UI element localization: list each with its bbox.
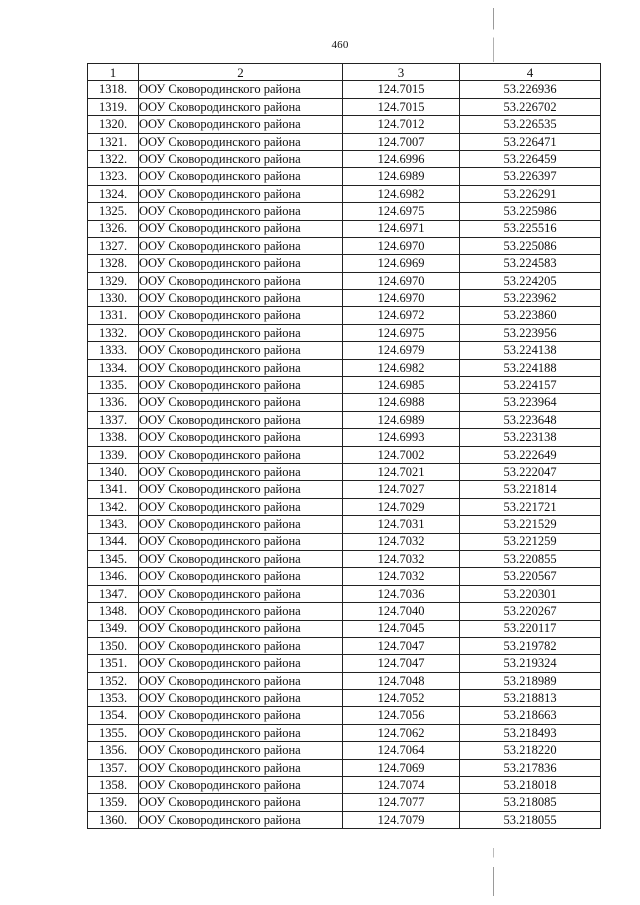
row-number: 1341.	[88, 481, 139, 498]
table-row	[88, 359, 601, 376]
longitude-value: 124.7077	[343, 794, 460, 811]
longitude-value: 124.6996	[343, 150, 460, 167]
row-number: 1355.	[88, 724, 139, 741]
table-row	[88, 794, 601, 811]
longitude-value: 124.6971	[343, 220, 460, 237]
latitude-value: 53.222649	[460, 446, 601, 463]
table-row	[88, 742, 601, 759]
latitude-value: 53.224157	[460, 377, 601, 394]
organization-name: ООУ Сковородинского района	[139, 255, 343, 272]
row-number: 1319.	[88, 98, 139, 115]
row-number: 1359.	[88, 794, 139, 811]
longitude-value: 124.7031	[343, 516, 460, 533]
latitude-value: 53.223956	[460, 324, 601, 341]
organization-name: ООУ Сковородинского района	[139, 359, 343, 376]
row-number: 1348.	[88, 603, 139, 620]
row-number: 1332.	[88, 324, 139, 341]
table-row	[88, 255, 601, 272]
organization-name: ООУ Сковородинского района	[139, 724, 343, 741]
table-row	[88, 550, 601, 567]
table-row	[88, 272, 601, 289]
organization-name: ООУ Сковородинского района	[139, 150, 343, 167]
organization-name: ООУ Сковородинского района	[139, 672, 343, 689]
organization-name: ООУ Сковородинского района	[139, 429, 343, 446]
latitude-value: 53.223962	[460, 290, 601, 307]
table-body	[88, 81, 601, 829]
organization-name: ООУ Сковородинского района	[139, 811, 343, 828]
latitude-value: 53.223860	[460, 307, 601, 324]
latitude-value: 53.226936	[460, 81, 601, 98]
latitude-value: 53.226397	[460, 168, 601, 185]
row-number: 1340.	[88, 463, 139, 480]
organization-name: ООУ Сковородинского района	[139, 707, 343, 724]
table-row	[88, 324, 601, 341]
longitude-value: 124.7021	[343, 463, 460, 480]
row-number: 1320.	[88, 116, 139, 133]
table-row	[88, 620, 601, 637]
table-row	[88, 637, 601, 654]
row-number: 1350.	[88, 637, 139, 654]
organization-name: ООУ Сковородинского района	[139, 168, 343, 185]
table-row	[88, 446, 601, 463]
latitude-value: 53.220117	[460, 620, 601, 637]
latitude-value: 53.222047	[460, 463, 601, 480]
organization-name: ООУ Сковородинского района	[139, 481, 343, 498]
row-number: 1352.	[88, 672, 139, 689]
latitude-value: 53.218663	[460, 707, 601, 724]
table-row	[88, 533, 601, 550]
table-row	[88, 307, 601, 324]
table-row	[88, 516, 601, 533]
table-row	[88, 133, 601, 150]
longitude-value: 124.7069	[343, 759, 460, 776]
table-row	[88, 98, 601, 115]
row-number: 1337.	[88, 411, 139, 428]
table-row	[88, 811, 601, 828]
table-row	[88, 777, 601, 794]
organization-name: ООУ Сковородинского района	[139, 342, 343, 359]
longitude-value: 124.7015	[343, 81, 460, 98]
table-row	[88, 568, 601, 585]
row-number: 1351.	[88, 655, 139, 672]
latitude-value: 53.219324	[460, 655, 601, 672]
table-row	[88, 168, 601, 185]
row-number: 1323.	[88, 168, 139, 185]
table-row	[88, 707, 601, 724]
organization-name: ООУ Сковородинского района	[139, 133, 343, 150]
longitude-value: 124.7007	[343, 133, 460, 150]
organization-name: ООУ Сковородинского района	[139, 498, 343, 515]
latitude-value: 53.221814	[460, 481, 601, 498]
organization-name: ООУ Сковородинского района	[139, 272, 343, 289]
table-row	[88, 150, 601, 167]
row-number: 1347.	[88, 585, 139, 602]
organization-name: ООУ Сковородинского района	[139, 759, 343, 776]
latitude-value: 53.221529	[460, 516, 601, 533]
longitude-value: 124.6993	[343, 429, 460, 446]
scan-artifact-top	[493, 8, 494, 62]
longitude-value: 124.7056	[343, 707, 460, 724]
table-row	[88, 203, 601, 220]
organization-name: ООУ Сковородинского района	[139, 742, 343, 759]
organization-name: ООУ Сковородинского района	[139, 690, 343, 707]
latitude-value: 53.220567	[460, 568, 601, 585]
table-row	[88, 237, 601, 254]
longitude-value: 124.7079	[343, 811, 460, 828]
table-row	[88, 690, 601, 707]
organization-name: ООУ Сковородинского района	[139, 655, 343, 672]
row-number: 1330.	[88, 290, 139, 307]
longitude-value: 124.6970	[343, 290, 460, 307]
table-row	[88, 290, 601, 307]
row-number: 1345.	[88, 550, 139, 567]
row-number: 1321.	[88, 133, 139, 150]
row-number: 1322.	[88, 150, 139, 167]
latitude-value: 53.223138	[460, 429, 601, 446]
organization-name: ООУ Сковородинского района	[139, 463, 343, 480]
organization-name: ООУ Сковородинского района	[139, 568, 343, 585]
row-number: 1336.	[88, 394, 139, 411]
latitude-value: 53.223964	[460, 394, 601, 411]
organization-name: ООУ Сковородинского района	[139, 585, 343, 602]
latitude-value: 53.223648	[460, 411, 601, 428]
latitude-value: 53.221259	[460, 533, 601, 550]
table-row	[88, 585, 601, 602]
latitude-value: 53.225086	[460, 237, 601, 254]
longitude-value: 124.7074	[343, 777, 460, 794]
longitude-value: 124.6982	[343, 185, 460, 202]
row-number: 1349.	[88, 620, 139, 637]
longitude-value: 124.7064	[343, 742, 460, 759]
column-header-3: 3	[343, 64, 460, 81]
organization-name: ООУ Сковородинского района	[139, 324, 343, 341]
longitude-value: 124.6985	[343, 377, 460, 394]
row-number: 1333.	[88, 342, 139, 359]
latitude-value: 53.225516	[460, 220, 601, 237]
row-number: 1326.	[88, 220, 139, 237]
table-row	[88, 377, 601, 394]
latitude-value: 53.226459	[460, 150, 601, 167]
organization-name: ООУ Сковородинского района	[139, 116, 343, 133]
longitude-value: 124.6982	[343, 359, 460, 376]
latitude-value: 53.224583	[460, 255, 601, 272]
longitude-value: 124.6970	[343, 272, 460, 289]
table-header-row	[88, 64, 601, 81]
row-number: 1338.	[88, 429, 139, 446]
organization-name: ООУ Сковородинского района	[139, 394, 343, 411]
organization-name: ООУ Сковородинского района	[139, 185, 343, 202]
organization-name: ООУ Сковородинского района	[139, 550, 343, 567]
longitude-value: 124.6972	[343, 307, 460, 324]
organization-name: ООУ Сковородинского района	[139, 620, 343, 637]
longitude-value: 124.6969	[343, 255, 460, 272]
organization-name: ООУ Сковородинского района	[139, 794, 343, 811]
latitude-value: 53.226291	[460, 185, 601, 202]
latitude-value: 53.218220	[460, 742, 601, 759]
longitude-value: 124.7032	[343, 550, 460, 567]
row-number: 1327.	[88, 237, 139, 254]
longitude-value: 124.7062	[343, 724, 460, 741]
longitude-value: 124.7048	[343, 672, 460, 689]
organization-name: ООУ Сковородинского района	[139, 81, 343, 98]
longitude-value: 124.7045	[343, 620, 460, 637]
table-row	[88, 116, 601, 133]
organization-name: ООУ Сковородинского района	[139, 203, 343, 220]
latitude-value: 53.221721	[460, 498, 601, 515]
organization-name: ООУ Сковородинского района	[139, 98, 343, 115]
row-number: 1318.	[88, 81, 139, 98]
row-number: 1343.	[88, 516, 139, 533]
longitude-value: 124.7012	[343, 116, 460, 133]
row-number: 1353.	[88, 690, 139, 707]
organization-name: ООУ Сковородинского района	[139, 516, 343, 533]
organization-name: ООУ Сковородинского района	[139, 637, 343, 654]
organization-name: ООУ Сковородинского района	[139, 446, 343, 463]
latitude-value: 53.220267	[460, 603, 601, 620]
table-row	[88, 411, 601, 428]
longitude-value: 124.7027	[343, 481, 460, 498]
longitude-value: 124.6988	[343, 394, 460, 411]
organization-name: ООУ Сковородинского района	[139, 603, 343, 620]
longitude-value: 124.7047	[343, 655, 460, 672]
latitude-value: 53.225986	[460, 203, 601, 220]
organization-name: ООУ Сковородинского района	[139, 307, 343, 324]
table-row	[88, 342, 601, 359]
table-row	[88, 655, 601, 672]
organization-name: ООУ Сковородинского района	[139, 377, 343, 394]
row-number: 1344.	[88, 533, 139, 550]
latitude-value: 53.219782	[460, 637, 601, 654]
table-row	[88, 429, 601, 446]
table-row	[88, 759, 601, 776]
longitude-value: 124.6970	[343, 237, 460, 254]
column-header-2: 2	[139, 64, 343, 81]
organization-name: ООУ Сковородинского района	[139, 777, 343, 794]
coordinates-table	[87, 63, 601, 829]
table-row	[88, 185, 601, 202]
latitude-value: 53.218813	[460, 690, 601, 707]
organization-name: ООУ Сковородинского района	[139, 237, 343, 254]
longitude-value: 124.7032	[343, 568, 460, 585]
longitude-value: 124.7040	[343, 603, 460, 620]
row-number: 1325.	[88, 203, 139, 220]
table-row	[88, 463, 601, 480]
row-number: 1346.	[88, 568, 139, 585]
table-row	[88, 603, 601, 620]
latitude-value: 53.218493	[460, 724, 601, 741]
longitude-value: 124.7036	[343, 585, 460, 602]
table-row	[88, 724, 601, 741]
table-row	[88, 672, 601, 689]
row-number: 1335.	[88, 377, 139, 394]
row-number: 1357.	[88, 759, 139, 776]
row-number: 1354.	[88, 707, 139, 724]
latitude-value: 53.218055	[460, 811, 601, 828]
latitude-value: 53.226535	[460, 116, 601, 133]
latitude-value: 53.226702	[460, 98, 601, 115]
organization-name: ООУ Сковородинского района	[139, 411, 343, 428]
table-row	[88, 220, 601, 237]
longitude-value: 124.6975	[343, 324, 460, 341]
longitude-value: 124.7015	[343, 98, 460, 115]
latitude-value: 53.224205	[460, 272, 601, 289]
row-number: 1328.	[88, 255, 139, 272]
page-number: 460	[331, 39, 349, 51]
organization-name: ООУ Сковородинского района	[139, 220, 343, 237]
longitude-value: 124.6979	[343, 342, 460, 359]
table-row	[88, 81, 601, 98]
organization-name: ООУ Сковородинского района	[139, 290, 343, 307]
latitude-value: 53.218085	[460, 794, 601, 811]
longitude-value: 124.7047	[343, 637, 460, 654]
longitude-value: 124.7002	[343, 446, 460, 463]
row-number: 1339.	[88, 446, 139, 463]
organization-name: ООУ Сковородинского района	[139, 533, 343, 550]
longitude-value: 124.6989	[343, 168, 460, 185]
row-number: 1358.	[88, 777, 139, 794]
column-header-1: 1	[88, 64, 139, 81]
row-number: 1331.	[88, 307, 139, 324]
row-number: 1324.	[88, 185, 139, 202]
latitude-value: 53.220855	[460, 550, 601, 567]
scan-artifact-bottom	[493, 848, 494, 896]
latitude-value: 53.218018	[460, 777, 601, 794]
table-row	[88, 481, 601, 498]
latitude-value: 53.226471	[460, 133, 601, 150]
longitude-value: 124.7029	[343, 498, 460, 515]
latitude-value: 53.218989	[460, 672, 601, 689]
table-row	[88, 498, 601, 515]
row-number: 1356.	[88, 742, 139, 759]
row-number: 1334.	[88, 359, 139, 376]
longitude-value: 124.7032	[343, 533, 460, 550]
longitude-value: 124.6975	[343, 203, 460, 220]
latitude-value: 53.224188	[460, 359, 601, 376]
row-number: 1329.	[88, 272, 139, 289]
row-number: 1360.	[88, 811, 139, 828]
latitude-value: 53.220301	[460, 585, 601, 602]
latitude-value: 53.217836	[460, 759, 601, 776]
latitude-value: 53.224138	[460, 342, 601, 359]
column-header-4: 4	[460, 64, 601, 81]
table-row	[88, 394, 601, 411]
longitude-value: 124.7052	[343, 690, 460, 707]
row-number: 1342.	[88, 498, 139, 515]
longitude-value: 124.6989	[343, 411, 460, 428]
